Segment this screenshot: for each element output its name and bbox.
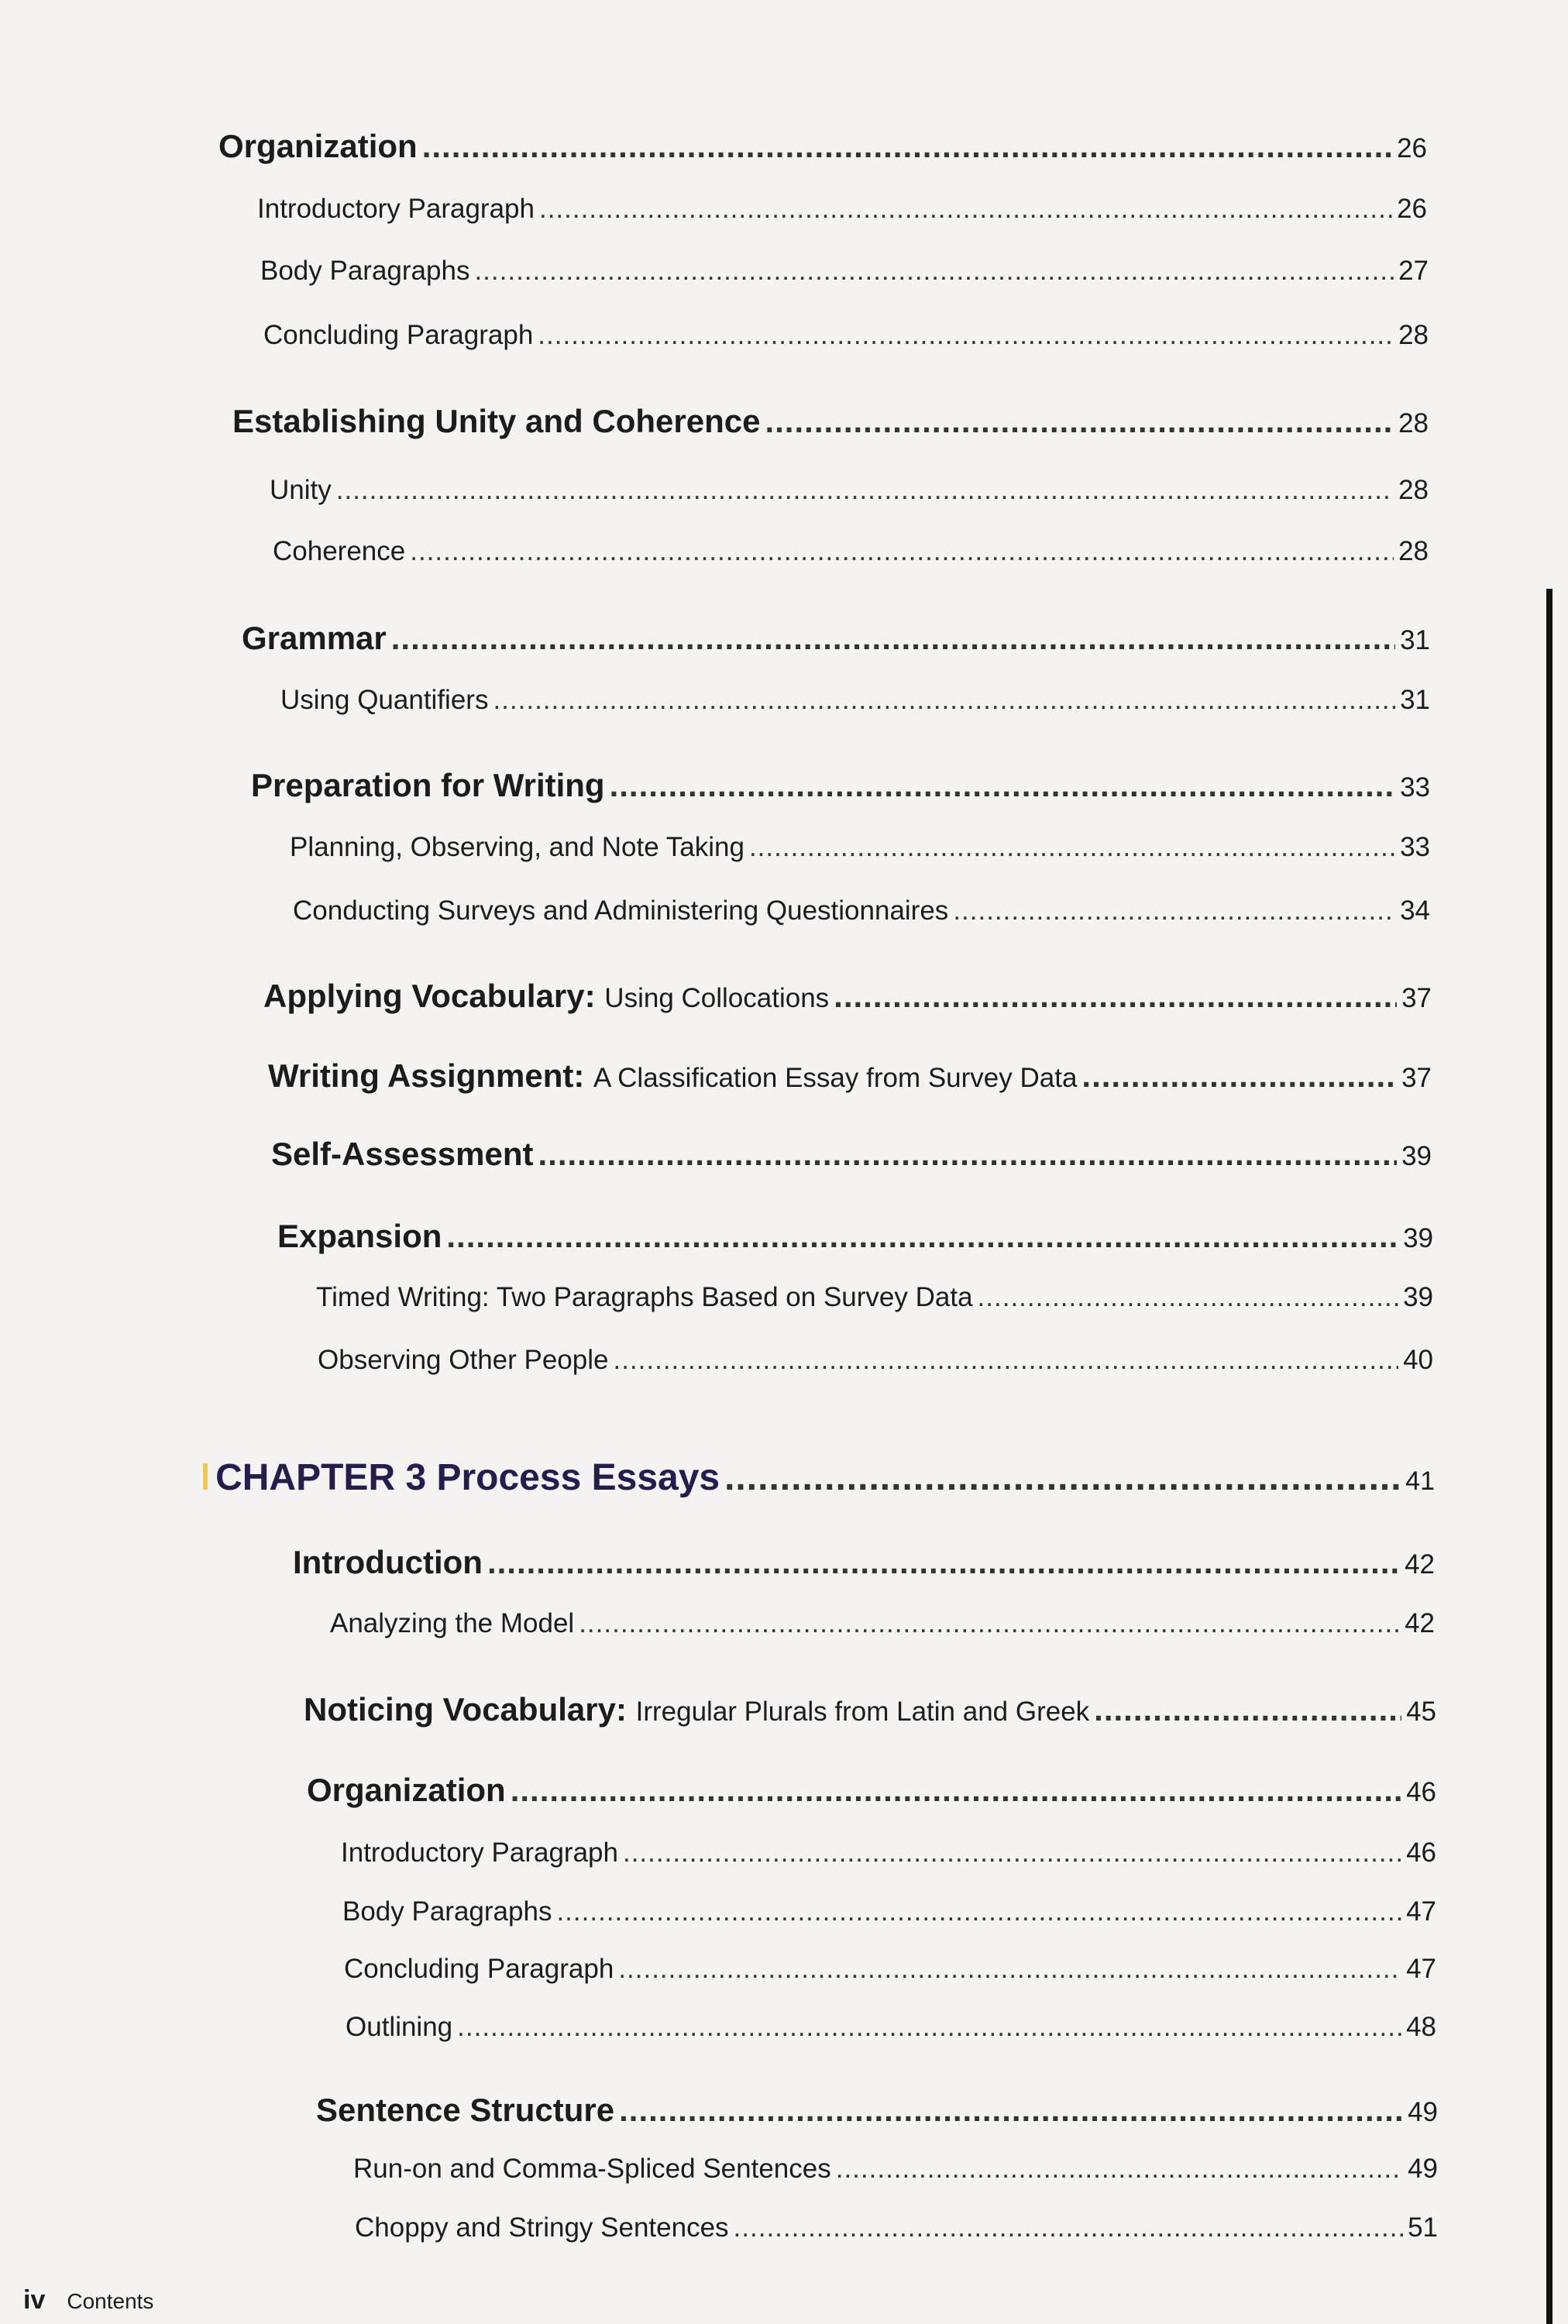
toc-entry[interactable] xyxy=(316,1282,1433,1313)
dot-leader xyxy=(556,1896,1401,1927)
dot-leader xyxy=(538,1136,1397,1173)
toc-entry-page: 37 xyxy=(1401,983,1432,1013)
toc-entry-page: 28 xyxy=(1398,408,1429,438)
dot-leader xyxy=(446,1218,1398,1255)
dot-leader xyxy=(410,536,1394,567)
toc-entry-page: 45 xyxy=(1406,1697,1436,1727)
toc-entry-title: Introductory Paragraph xyxy=(341,1838,618,1868)
toc-entry-page: 47 xyxy=(1406,1954,1436,1984)
toc-entry-title: Concluding Paragraph xyxy=(344,1954,614,1984)
toc-entry[interactable] xyxy=(293,1544,1435,1581)
toc-entry-page: 28 xyxy=(1398,536,1429,566)
page-edge-shadow xyxy=(1546,589,1553,2324)
toc-entry[interactable] xyxy=(273,536,1429,567)
toc-entry[interactable] xyxy=(355,2212,1438,2243)
dot-leader xyxy=(1094,1691,1401,1728)
toc-entry-page: 42 xyxy=(1405,1549,1435,1580)
toc-entry[interactable] xyxy=(344,1954,1436,1985)
toc-entry-subtitle: Irregular Plurals from Latin and Greek xyxy=(635,1697,1090,1727)
dot-leader xyxy=(474,256,1394,287)
toc-entry-title: Grammar xyxy=(242,620,387,656)
toc-entry[interactable] xyxy=(251,767,1430,804)
toc-entry-title: Choppy and Stringy Sentences xyxy=(355,2212,729,2243)
dot-leader xyxy=(457,2012,1401,2043)
toc-entry[interactable] xyxy=(342,1896,1436,1927)
toc-entry[interactable] xyxy=(330,1608,1435,1639)
toc-entry-title: Timed Writing: Two Paragraphs Based on Survey Data xyxy=(316,1282,973,1312)
dot-leader xyxy=(836,2154,1403,2185)
toc-entry-page: 37 xyxy=(1401,1063,1432,1093)
toc-entry-page: 27 xyxy=(1398,256,1429,286)
toc-entry-title: Preparation for Writing xyxy=(251,767,605,803)
toc-entry-title: Sentence Structure xyxy=(316,2092,615,2128)
toc-entry-page: 51 xyxy=(1408,2212,1438,2243)
dot-leader xyxy=(422,128,1392,165)
toc-entry[interactable] xyxy=(346,2012,1436,2043)
toc-entry-title: Establishing Unity and Coherence xyxy=(232,403,761,439)
toc-entry-title: Conducting Surveys and Administering Questionnaires xyxy=(293,896,949,926)
dot-leader xyxy=(539,194,1392,225)
dot-leader xyxy=(511,1772,1401,1809)
toc-entry[interactable] xyxy=(257,194,1427,225)
toc-entry-subtitle: A Classification Essay from Survey Data xyxy=(593,1063,1078,1093)
toc-entry-page: 49 xyxy=(1408,2154,1438,2184)
dot-leader xyxy=(579,1608,1400,1639)
toc-entry-title: Coherence xyxy=(273,536,406,566)
dot-leader xyxy=(391,620,1395,657)
chapter-heading[interactable] xyxy=(203,1456,1435,1499)
toc-entry-title: Analyzing the Model xyxy=(330,1608,575,1638)
toc-entry[interactable] xyxy=(270,475,1429,506)
toc-entry-page: 26 xyxy=(1397,133,1427,163)
dot-leader xyxy=(978,1282,1399,1313)
toc-entry-title: Applying Vocabulary: xyxy=(263,978,596,1014)
footer-page-number: iv xyxy=(23,2285,46,2315)
toc-entry-page: 49 xyxy=(1408,2097,1438,2127)
toc-entry[interactable] xyxy=(341,1838,1436,1868)
dot-leader xyxy=(538,320,1394,351)
chapter-title: CHAPTER 3 Process Essays xyxy=(215,1457,720,1498)
dot-leader xyxy=(1081,1057,1397,1095)
dot-leader xyxy=(610,767,1395,804)
dot-leader xyxy=(619,2092,1403,2129)
toc-entry[interactable] xyxy=(218,128,1427,165)
footer-label: Contents xyxy=(67,2289,154,2313)
toc-entry-title: Run-on and Comma-Spliced Sentences xyxy=(353,2154,831,2184)
toc-entry-title: Writing Assignment: xyxy=(268,1057,585,1094)
toc-entry-page: 40 xyxy=(1403,1345,1433,1375)
toc-entry-page: 33 xyxy=(1400,772,1430,803)
toc-entry-page: 39 xyxy=(1403,1282,1433,1312)
toc-entry-page: 42 xyxy=(1405,1608,1435,1638)
toc-entry[interactable] xyxy=(268,1057,1432,1095)
dot-leader xyxy=(749,832,1395,863)
toc-entry[interactable] xyxy=(307,1772,1436,1809)
toc-entry[interactable] xyxy=(290,832,1430,863)
dot-leader xyxy=(734,2212,1404,2243)
toc-entry-title: Outlining xyxy=(346,2012,453,2042)
dot-leader xyxy=(618,1954,1401,1985)
toc-entry[interactable] xyxy=(353,2154,1438,2185)
toc-entry-page: 31 xyxy=(1400,625,1430,655)
toc-entry[interactable] xyxy=(318,1345,1433,1376)
toc-entry-page: 48 xyxy=(1406,2012,1436,2042)
toc-entry-page: 47 xyxy=(1406,1896,1436,1927)
toc-entry-page: 31 xyxy=(1400,685,1430,715)
toc-entry-title: Using Quantifiers xyxy=(280,685,489,715)
toc-entry-title: Unity xyxy=(270,475,332,505)
toc-entry[interactable] xyxy=(242,620,1430,657)
page-footer xyxy=(23,2285,153,2315)
toc-entry-page: 26 xyxy=(1397,194,1427,224)
dot-leader xyxy=(487,1544,1400,1581)
toc-entry-title: Observing Other People xyxy=(318,1345,609,1375)
toc-entry-title: Self-Assessment xyxy=(271,1136,534,1172)
toc-entry[interactable] xyxy=(232,403,1429,440)
toc-entry-title: Noticing Vocabulary: xyxy=(304,1691,627,1728)
toc-entry[interactable] xyxy=(263,978,1432,1015)
dot-leader xyxy=(953,896,1395,927)
toc-entry-title: Body Paragraphs xyxy=(342,1896,552,1927)
toc-entry-title: Introduction xyxy=(293,1544,483,1580)
toc-entry-title: Organization xyxy=(218,128,418,164)
toc-entry[interactable] xyxy=(271,1136,1432,1173)
toc-entry[interactable] xyxy=(293,896,1430,927)
toc-entry-page: 33 xyxy=(1400,832,1430,862)
toc-entry-page: 28 xyxy=(1398,475,1429,505)
dot-leader xyxy=(834,978,1397,1015)
dot-leader xyxy=(493,685,1395,716)
toc-entry[interactable] xyxy=(260,256,1429,287)
chapter-marker-icon xyxy=(203,1463,208,1490)
dot-leader xyxy=(724,1456,1401,1499)
dot-leader xyxy=(765,403,1394,440)
toc-entry[interactable] xyxy=(280,685,1430,716)
toc-entry-subtitle: Using Collocations xyxy=(604,983,830,1013)
toc-entry-title: Concluding Paragraph xyxy=(263,320,534,350)
toc-entry-title: Expansion xyxy=(277,1218,442,1254)
toc-entry-page: 39 xyxy=(1403,1223,1433,1253)
toc-entry-page: 39 xyxy=(1401,1141,1432,1171)
toc-entry[interactable] xyxy=(263,320,1429,351)
toc-entry-page: 46 xyxy=(1406,1838,1436,1868)
toc-entry-title: Organization xyxy=(307,1772,506,1808)
toc-entry-page: 46 xyxy=(1406,1777,1436,1807)
toc-entry-title: Planning, Observing, and Note Taking xyxy=(290,832,744,862)
toc-entry[interactable] xyxy=(316,2092,1438,2129)
toc-entry[interactable] xyxy=(304,1691,1436,1728)
chapter-page: 41 xyxy=(1405,1466,1435,1496)
dot-leader xyxy=(623,1838,1401,1868)
toc-entry-page: 28 xyxy=(1398,320,1429,350)
dot-leader xyxy=(613,1345,1398,1376)
toc-entry-page: 34 xyxy=(1400,896,1430,926)
toc-entry[interactable] xyxy=(277,1218,1433,1255)
toc-entry-title: Introductory Paragraph xyxy=(257,194,535,224)
toc-entry-title: Body Paragraphs xyxy=(260,256,470,286)
dot-leader xyxy=(336,475,1394,506)
